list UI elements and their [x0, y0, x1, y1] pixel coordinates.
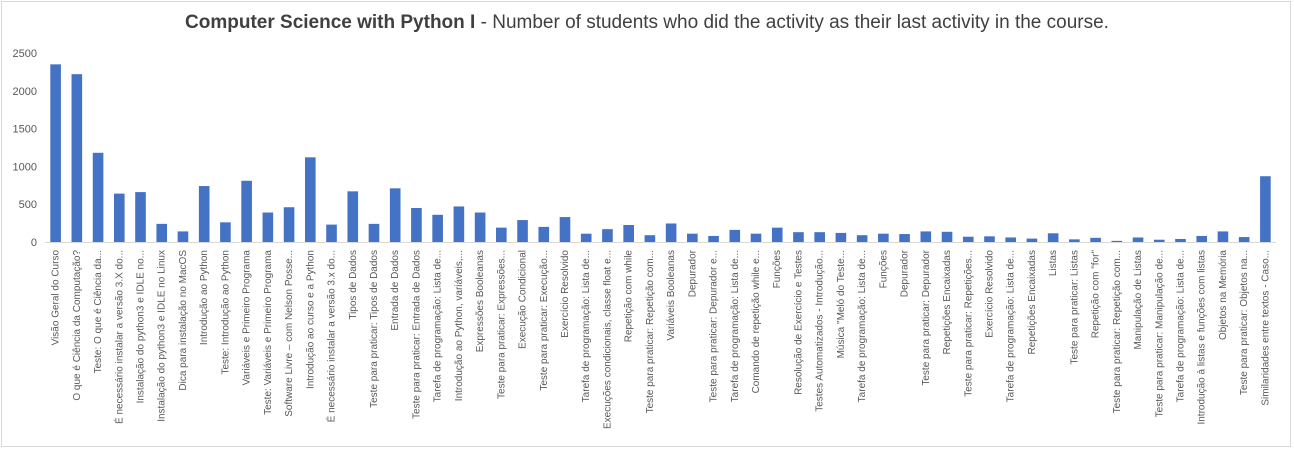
bar — [50, 64, 61, 242]
y-tick-label: 2500 — [12, 48, 37, 60]
x-tick-label: Teste para praticar: Depurador e... — [708, 250, 720, 403]
bar — [963, 237, 974, 242]
bar — [581, 234, 592, 242]
bar — [326, 225, 337, 242]
bar — [666, 223, 677, 242]
x-tick-label: Funções — [878, 250, 890, 289]
x-tick-label: Tarefa de programação: Lista de... — [857, 250, 869, 403]
bar — [645, 235, 656, 242]
x-tick-label: Teste para praticar: Execução... — [538, 250, 550, 391]
x-tick-label: Instalação do python3 e IDLE no Linux — [156, 250, 168, 422]
bar — [1196, 236, 1207, 242]
bar — [836, 233, 847, 242]
bar — [899, 234, 910, 242]
bar — [135, 192, 146, 242]
bar — [411, 208, 422, 242]
x-tick-label: Tipos de Dados — [347, 250, 359, 320]
x-tick-label: Repetição com while — [623, 250, 635, 343]
x-tick-label: Teste para praticar: Objetos na... — [1239, 250, 1251, 396]
x-tick-label: Introdução ao Python, variáveis,... — [453, 250, 465, 402]
x-tick-label: Execução Condicional — [517, 250, 529, 349]
y-tick-label: 1000 — [12, 161, 37, 174]
x-tick-label: Comando de repetição while e... — [751, 250, 763, 394]
bar — [772, 228, 783, 242]
x-tick-label: Exercício Resolvido — [984, 250, 996, 338]
x-tick-label: Teste para praticar: Repetições... — [963, 250, 975, 397]
bar — [1239, 237, 1250, 242]
x-tick-label: Tarefa de programação: Lista de... — [1005, 249, 1017, 403]
bar — [1175, 239, 1186, 242]
bar — [793, 232, 804, 242]
x-tick-label: Resolução de Exercício e Testes — [793, 250, 805, 395]
bar — [1005, 237, 1016, 242]
x-tick-label: Repetição com "for" — [1090, 250, 1102, 339]
x-tick-label: Execuções condicionais, classe float e... — [602, 250, 614, 429]
bar — [517, 220, 528, 242]
x-tick-label: Objetos na Memória — [1217, 250, 1229, 341]
bar — [623, 225, 634, 242]
bar — [1069, 239, 1080, 242]
x-tick-label: Repetições Encaixadas — [1026, 250, 1038, 355]
x-tick-label: É necessário instalar a versão 3.X do... — [114, 250, 126, 424]
x-tick-label: Repetições Encaixadas — [942, 250, 954, 355]
x-tick-label: Teste para praticar: Repetição com... — [644, 250, 656, 414]
x-tick-label: Teste: Introdução ao Python — [220, 249, 232, 375]
bar — [220, 222, 231, 242]
x-tick-label: Teste para praticar: Entrada de Dados — [411, 250, 423, 419]
chart-title-bold: Computer Science with Python I — [185, 12, 476, 33]
x-axis-labels — [51, 249, 1272, 429]
x-tick-label: Teste para praticar: Repetição com... — [1111, 250, 1123, 414]
bar — [475, 213, 486, 242]
x-tick-label: Entrada de Dados — [390, 250, 402, 331]
bar — [93, 153, 104, 242]
bar — [496, 228, 507, 242]
bar — [305, 157, 316, 242]
bar — [857, 235, 868, 242]
y-tick-label: 0 — [30, 237, 37, 249]
bar — [1090, 238, 1101, 242]
bar — [602, 229, 613, 242]
bar — [687, 234, 698, 242]
x-tick-label: Expressões Booleanas — [475, 250, 487, 353]
bar — [538, 227, 549, 242]
bar — [1260, 176, 1271, 242]
bar — [114, 194, 125, 242]
bar — [814, 232, 825, 242]
bar — [1112, 241, 1123, 242]
x-tick-label: Teste para praticar: Tipos de Dados — [368, 249, 380, 408]
bar — [1154, 240, 1165, 242]
x-tick-label: Teste para praticar: Listas — [1069, 250, 1081, 365]
x-tick-label: Teste para praticar: Depurador — [920, 250, 932, 386]
x-tick-label: Teste: Variáveis e Primeiro Programa — [262, 250, 274, 415]
bar — [454, 206, 465, 242]
bar — [729, 230, 740, 242]
x-tick-label: Depurador — [899, 250, 911, 298]
bar — [1218, 231, 1229, 242]
bar — [878, 234, 889, 242]
x-tick-label: Instalação do python3 e IDLE no... — [135, 249, 147, 404]
bar — [199, 186, 210, 242]
x-tick-label: Teste: O que é Ciência da... — [93, 250, 105, 374]
y-tick-label: 1500 — [12, 123, 37, 136]
bar — [1048, 233, 1059, 242]
x-tick-label: Manipulação de Listas — [1133, 250, 1145, 350]
bar — [284, 207, 295, 242]
x-tick-label: Teste para praticar: Expressões... — [496, 250, 508, 399]
bar — [1133, 237, 1144, 242]
bar — [708, 236, 719, 242]
x-tick-label: Funções — [772, 250, 784, 289]
x-tick-label: Tarefa de programação: Lista de... — [581, 250, 593, 403]
x-tick-label: Introdução ao Python — [199, 250, 211, 346]
bar — [347, 191, 358, 242]
x-tick-label: Tarefa de programação: Lista de... — [729, 250, 741, 403]
bar — [72, 74, 83, 242]
bar — [178, 231, 189, 242]
bar — [920, 231, 931, 242]
x-tick-label: Depurador — [687, 250, 699, 298]
bar — [263, 213, 274, 242]
bar — [560, 217, 571, 242]
x-tick-label: Introdução à listas e funções com listas — [1196, 250, 1208, 425]
y-axis — [13, 48, 37, 249]
x-tick-label: Introdução ao curso e a Python — [305, 250, 317, 389]
y-tick-label: 500 — [18, 199, 37, 212]
x-tick-label: O que é Ciência da Computação? — [71, 250, 83, 401]
x-tick-label: Similaridades entre textos - Caso... — [1260, 250, 1272, 406]
x-tick-label: Testes Automatizados - Introdução... — [814, 250, 826, 412]
y-tick-label: 2000 — [12, 85, 37, 98]
x-tick-label: Exercício Resolvido — [559, 250, 571, 338]
bar — [390, 188, 401, 242]
x-tick-label: Tarefa de programação: Lista de... — [1175, 250, 1187, 403]
x-tick-label: Teste para praticar: Manipulação de... — [1154, 250, 1166, 418]
bar — [369, 224, 380, 242]
bar — [942, 232, 953, 242]
x-tick-label: Variáveis Booleanas — [666, 250, 678, 341]
x-tick-label: Tarefa de programação: Lista de... — [432, 250, 444, 403]
bar — [432, 215, 443, 242]
bar — [1027, 239, 1038, 242]
x-tick-label: Variáveis e Primeiro Programa — [241, 250, 253, 386]
x-tick-label: Visão Geral do Curso — [50, 250, 62, 346]
x-tick-label: É necessário instalar a versão 3.x do... — [326, 250, 338, 423]
bar — [751, 234, 762, 242]
bar — [241, 181, 252, 242]
chart-title-rest: - Number of students who did the activity as their last activity in the course. — [475, 12, 1109, 33]
x-tick-label: Dica para instalação no MacOS — [177, 250, 189, 391]
bar — [984, 236, 995, 242]
x-tick-label: Música "Meló do Teste... — [835, 250, 847, 359]
x-tick-label: Software Livre – com Nelson Posse... — [284, 250, 296, 417]
bars — [50, 64, 1270, 242]
x-tick-label: Listas — [1048, 250, 1060, 277]
bar — [156, 224, 167, 242]
